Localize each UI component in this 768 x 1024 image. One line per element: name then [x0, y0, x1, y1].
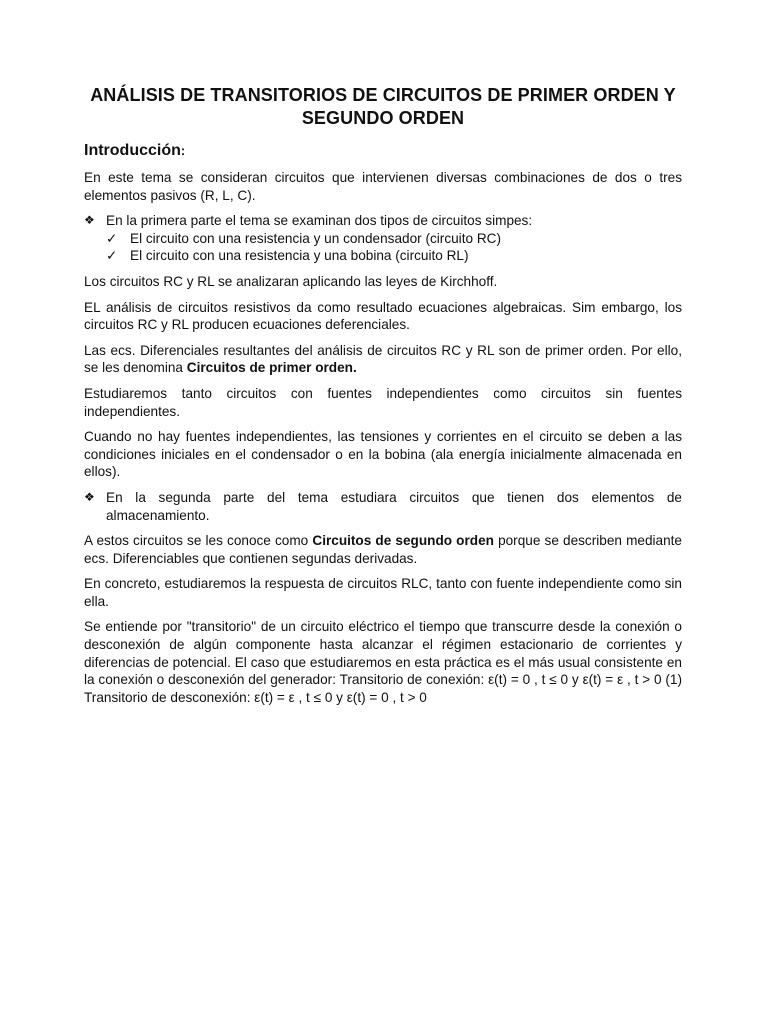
bullet-item-second-part: [84, 489, 682, 524]
paragraph-text: A estos circuitos se les conoce como: [84, 533, 313, 549]
document-body: [84, 84, 682, 706]
section-heading: [84, 141, 682, 161]
check-item-rl: [106, 247, 682, 265]
paragraph-intro: En este tema se consideran circuitos que intervienen diversas combinaciones de dos o tres elementos pasivos (R, L, C).: [84, 170, 682, 203]
check-text: El circuito con una resistencia y un condensador (circuito RC): [130, 230, 501, 246]
check-text: El circuito con una resistencia y una bobina (circuito RL): [130, 248, 469, 264]
paragraph-kirchhoff: Los circuitos RC y RL se analizaran aplicando las leyes de Kirchhoff.: [84, 273, 498, 289]
bullet-item-first-part: [84, 212, 682, 230]
paragraph-text: Las ecs. Diferenciales resultantes del análisis de circuitos RC y RL son de primer orden. Por ello, se les denomina: [84, 342, 682, 376]
paragraph-text: porque se describen mediante ecs. Diferenciables que contienen segundas derivadas.: [84, 533, 682, 566]
bold-term: Circuitos de segundo orden: [312, 533, 494, 549]
diamond-bullet-icon: ❖: [84, 489, 95, 504]
paragraph-no-sources: Cuando no hay fuentes independientes, las tensiones y corrientes en el circuito se deben a las condiciones iniciales en el condensador o en la bobina (ala energía inicialmente almacenada en ellos).: [84, 429, 682, 480]
document-title: ANÁLISIS DE TRANSITORIOS DE CIRCUITOS DE PRIMER ORDEN Y SEGUNDO ORDEN: [90, 85, 676, 128]
check-item-rc: [106, 230, 682, 248]
bullet-text: En la primera parte el tema se examinan dos tipos de circuitos simpes:: [106, 213, 533, 229]
paragraph-transitorio: Se entiende por "transitorio" de un circuito eléctrico el tiempo que transcurre desde la conexión o desconexión de algún componente hasta alcanzar el régimen estacionario de corrientes y diferencias de potencial. El caso que estudiaremos en esta práctica es el más usual consistente en la conexión o desconexión del generador: Transitorio de conexión: ε(t) = 0 , t ≤ 0 y ε(t) = ε , t > 0 (1) Transitorio de desconexión: ε(t) = ε , t ≤ 0 y ε(t) = 0 , t > 0: [84, 619, 682, 705]
paragraph-first-order: [84, 342, 682, 377]
paragraph-rlc: En concreto, estudiaremos la respuesta de circuitos RLC, tanto con fuente independiente como sin ella.: [84, 576, 682, 609]
paragraph-resistive: EL análisis de circuitos resistivos da como resultado ecuaciones algebraicas. Sim embargo, los circuitos RC y RL producen ecuaciones deferenciales.: [84, 299, 682, 333]
bold-term: Circuitos de primer orden.: [186, 360, 357, 376]
paragraph-second-order: [84, 532, 682, 567]
section-heading-colon: :: [180, 143, 186, 158]
bullet-text: En la segunda parte del tema estudiara circuitos que tienen dos elementos de almacenamiento.: [106, 489, 682, 523]
checkmark-icon: ✓: [106, 230, 118, 246]
diamond-bullet-icon: ❖: [84, 213, 95, 228]
paragraph-sources: Estudiaremos tanto circuitos con fuentes independientes como circuitos sin fuentes independientes.: [84, 385, 682, 419]
checkmark-icon: ✓: [106, 248, 118, 264]
section-heading-text: Introducción: [84, 142, 181, 159]
